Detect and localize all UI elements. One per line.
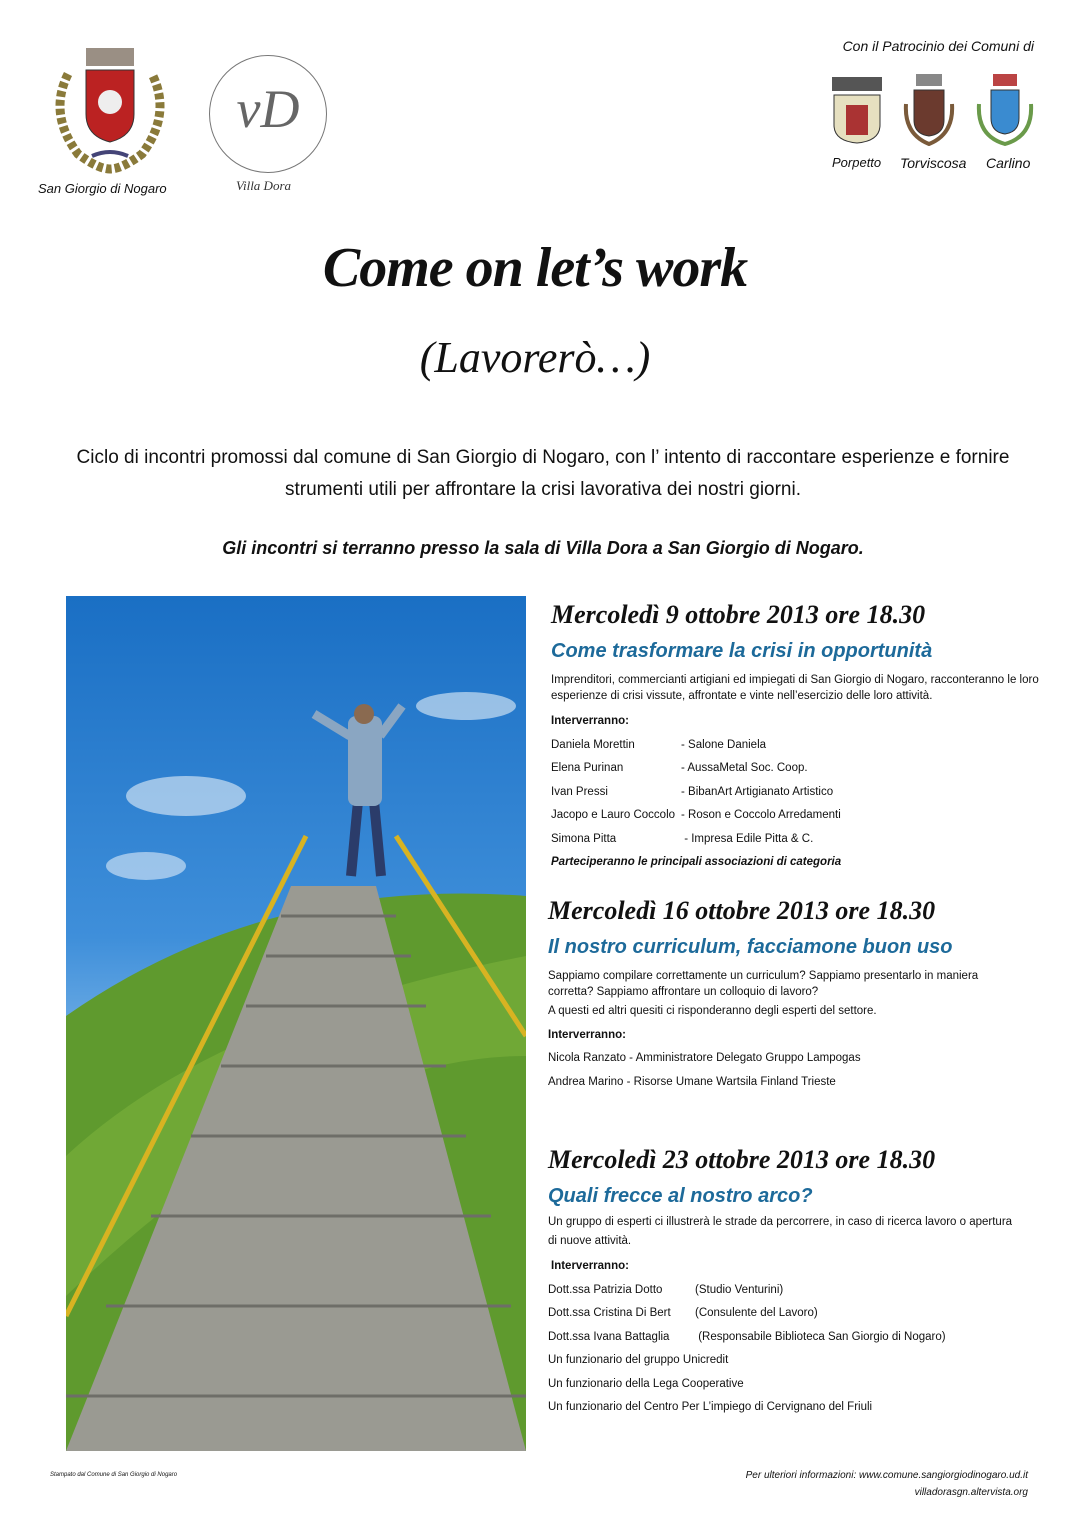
event-note: Parteciperanno le principali associazioni di categoria xyxy=(551,856,842,868)
website-link[interactable]: villadorasgn.altervista.org xyxy=(914,1487,1028,1498)
municipality-label: Torviscosa xyxy=(900,155,967,171)
other-speaker: Un funzionario del Centro Per L’impiego di Cervignano del Friuli xyxy=(548,1401,873,1413)
villa-dora-monogram: vD xyxy=(236,79,300,139)
event-date: Mercoledì 9 ottobre 2013 ore 18.30 xyxy=(551,600,926,629)
speaker-row: Dott.ssa Ivana Battaglia (Responsabile Biblioteca San Giorgio di Nogaro) xyxy=(548,1330,946,1343)
municipality-label: Carlino xyxy=(986,155,1031,171)
printed-by-note: Stampato dal Comune di San Giorgio di Nogaro xyxy=(50,1472,178,1478)
event-description: Sappiamo compilare correttamente un curriculum? Sappiamo presentarlo in maniera corretta? Sappiamo affrontare un colloquio di lavoro? xyxy=(548,970,979,998)
carlino-crest-logo xyxy=(975,74,1035,146)
other-speaker: Un funzionario del gruppo Unicredit xyxy=(548,1354,729,1366)
speaker-row: Ivan Pressi - BibanArt Artigianato Artistico xyxy=(551,785,834,798)
porpetto-crest-logo xyxy=(830,75,884,145)
info-link[interactable]: Per ulteriori informazioni: www.comune.sangiorgiodinogaro.ud.it xyxy=(745,1470,1028,1481)
patronage-label: Con il Patrocinio dei Comuni di xyxy=(842,38,1034,54)
municipality-label: Porpetto xyxy=(832,155,882,170)
event-3 xyxy=(548,1145,1048,1420)
venue-text: Gli incontri si terranno presso la sala di Villa Dora a San Giorgio di Nogaro. xyxy=(222,538,864,558)
poster-subtitle: (Lavorerò…) xyxy=(419,333,651,382)
speaker-row: Elena Purinan - AussaMetal Soc. Coop. xyxy=(551,762,808,774)
speaker-row: Simona Pitta - Impresa Edile Pitta & C. xyxy=(551,832,814,845)
event-topic: Come trasformare la crisi in opportunità xyxy=(551,640,933,662)
event-topic: Il nostro curriculum, facciamone buon uso xyxy=(548,936,953,958)
speakers-label: Interverranno: xyxy=(551,715,629,727)
speaker-row: Dott.ssa Cristina Di Bert (Consulente del Lavoro) xyxy=(548,1307,818,1319)
san-giorgio-crest-logo xyxy=(48,44,172,174)
villa-dora-logo xyxy=(209,55,327,173)
event-topic: Quali frecce al nostro arco? xyxy=(548,1185,813,1207)
speaker-row: Andrea Marino - Risorse Umane Wartsila Finland Trieste xyxy=(548,1075,836,1088)
san-giorgio-label: San Giorgio di Nogaro xyxy=(38,181,167,196)
intro-text: Ciclo di incontri promossi dal comune di San Giorgio di Nogaro, con l’ intento di raccontare esperienze e fornire strumenti utili per affrontare la crisi lavorativa dei nostri giorni. xyxy=(76,447,1010,500)
stairs-photo xyxy=(66,596,526,1451)
footer-info xyxy=(746,1467,1028,1501)
event-date: Mercoledì 16 ottobre 2013 ore 18.30 xyxy=(548,896,936,925)
poster-title: Come on let’s work xyxy=(322,237,748,299)
speaker-row: Dott.ssa Patrizia Dotto (Studio Venturini) xyxy=(548,1283,784,1296)
event-2 xyxy=(548,896,1048,1094)
speaker-row: Nicola Ranzato - Amministratore Delegato Gruppo Lampogas xyxy=(548,1052,861,1064)
villa-dora-label: Villa Dora xyxy=(236,178,292,193)
event-date: Mercoledì 23 ottobre 2013 ore 18.30 xyxy=(548,1145,936,1174)
speakers-label: Interverranno: xyxy=(551,1260,629,1272)
speaker-row: Jacopo e Lauro Coccolo - Roson e Coccolo Arredamenti xyxy=(551,809,841,821)
other-speaker: Un funzionario della Lega Cooperative xyxy=(548,1377,744,1390)
event-description-2: A questi ed altri quesiti ci risponderanno degli esperti del settore. xyxy=(548,1005,877,1017)
event-description: Un gruppo di esperti ci illustrerà le strade da percorrere, in caso di ricerca lavoro o apertura di nuove attività. xyxy=(548,1216,1013,1247)
event-1 xyxy=(551,600,1051,875)
speaker-row: Daniela Morettin - Salone Daniela xyxy=(551,738,767,751)
speakers-label: Interverranno: xyxy=(548,1028,626,1041)
event-description: Imprenditori, commercianti artigiani ed impiegati di San Giorgio di Nogaro, racconteranno le loro esperienze di crisi vissute, affrontate e vinte nell’esercizio delle loro attività. xyxy=(551,674,1039,702)
torviscosa-crest-logo xyxy=(902,74,956,146)
